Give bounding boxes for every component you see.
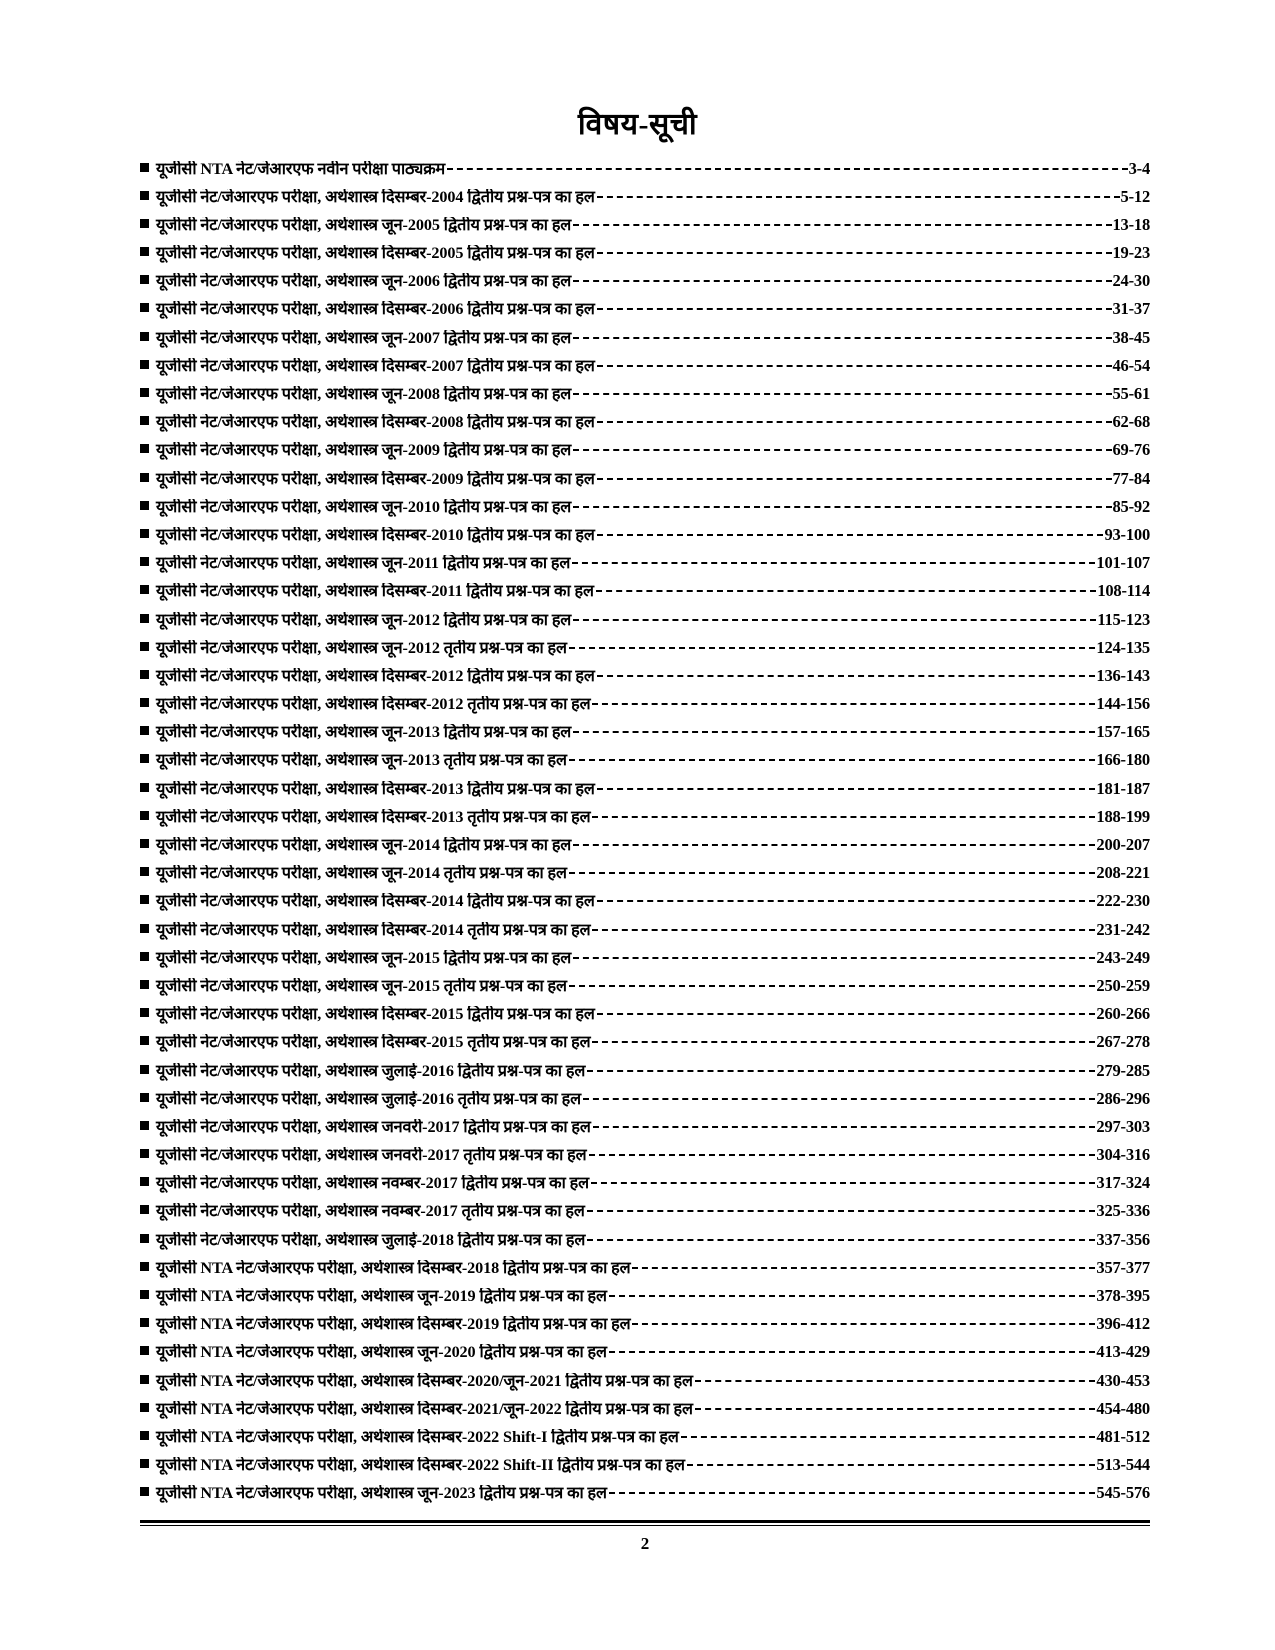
toc-entry-label: यूजीसी NTA नेट/जेआरएफ परीक्षा, अर्थशास्त्र दिसम्बर-2021/जून-2022 द्वितीय प्रश्न-पत्र का हल <box>156 1400 693 1418</box>
toc-leader-dots <box>587 1069 1095 1072</box>
toc-leader-dots <box>593 1125 1096 1128</box>
toc-entry[interactable] <box>140 978 1150 1006</box>
toc-entry-page-number: 124-135 <box>1096 639 1150 657</box>
bullet-square-icon <box>140 895 149 904</box>
toc-leader-dots <box>597 1012 1096 1015</box>
toc-leader-dots <box>569 984 1095 987</box>
toc-entry-label: यूजीसी नेट/जेआरएफ परीक्षा, अर्थशास्त्र जून-2010 द्वितीय प्रश्न-पत्र का हल <box>156 498 572 516</box>
toc-entry-page-number: 166-180 <box>1096 752 1150 770</box>
toc-leader-dots <box>597 195 1120 198</box>
toc-entry[interactable] <box>140 358 1150 386</box>
toc-entry-page-number: 317-324 <box>1096 1175 1150 1193</box>
toc-entry[interactable] <box>140 1288 1150 1316</box>
toc-entry-label: यूजीसी नेट/जेआरएफ परीक्षा, अर्थशास्त्र जून-2006 द्वितीय प्रश्न-पत्र का हल <box>156 273 572 291</box>
toc-leader-dots <box>569 758 1095 761</box>
toc-entry-label: यूजीसी NTA नेट/जेआरएफ परीक्षा, अर्थशास्त्र दिसम्बर-2020/जून-2021 द्वितीय प्रश्न-पत्र का हल <box>156 1372 693 1390</box>
toc-entry-page-number: 181-187 <box>1096 780 1150 798</box>
toc-entry-label: यूजीसी नेट/जेआरएफ परीक्षा, अर्थशास्त्र जनवरी-2017 द्वितीय प्रश्न-पत्र का हल <box>156 1118 591 1136</box>
bullet-square-icon <box>140 726 149 735</box>
toc-entry-label: यूजीसी नेट/जेआरएफ परीक्षा, अर्थशास्त्र जून-2013 तृतीय प्रश्न-पत्र का हल <box>156 752 567 770</box>
bullet-square-icon <box>140 1093 149 1102</box>
bullet-square-icon <box>140 924 149 933</box>
toc-entry-label: यूजीसी नेट/जेआरएफ परीक्षा, अर्थशास्त्र जून-2015 द्वितीय प्रश्न-पत्र का हल <box>156 949 572 967</box>
bullet-square-icon <box>140 332 149 341</box>
toc-entry[interactable] <box>140 442 1150 470</box>
toc-entry-page-number: 77-84 <box>1112 470 1150 488</box>
toc-entry[interactable] <box>140 499 1150 527</box>
toc-entry[interactable] <box>140 386 1150 414</box>
toc-leader-dots <box>573 618 1096 621</box>
toc-leader-dots <box>573 505 1111 508</box>
toc-entry[interactable] <box>140 1485 1150 1513</box>
bullet-square-icon <box>140 275 149 284</box>
toc-leader-dots <box>597 251 1112 254</box>
toc-entry[interactable] <box>140 1401 1150 1429</box>
toc-entry-page-number: 481-512 <box>1096 1428 1150 1446</box>
toc-entry-page-number: 200-207 <box>1096 837 1150 854</box>
bullet-square-icon <box>140 642 149 651</box>
toc-leader-dots <box>597 420 1112 423</box>
toc-entry-page-number: 24-30 <box>1112 273 1150 291</box>
toc-entry-label: यूजीसी नेट/जेआरएफ परीक्षा, अर्थशास्त्र जुलाई-2018 द्वितीय प्रश्न-पत्र का हल <box>156 1231 586 1249</box>
bullet-square-icon <box>140 980 149 989</box>
toc-entry[interactable] <box>140 555 1150 583</box>
toc-entry-label: यूजीसी नेट/जेआरएफ परीक्षा, अर्थशास्त्र जून-2008 द्वितीय प्रश्न-पत्र का हल <box>156 386 572 403</box>
toc-entry[interactable] <box>140 414 1150 442</box>
toc-entry-label: यूजीसी नेट/जेआरएफ परीक्षा, अर्थशास्त्र दिसम्बर-2012 द्वितीय प्रश्न-पत्र का हल <box>156 667 595 685</box>
toc-leader-dots <box>569 871 1095 874</box>
bullet-square-icon <box>140 1459 149 1468</box>
toc-leader-dots <box>573 279 1111 282</box>
toc-entry-page-number: 62-68 <box>1112 414 1150 432</box>
toc-entry-page-number: 38-45 <box>1112 329 1150 347</box>
toc-entry[interactable] <box>140 724 1150 752</box>
toc-leader-dots <box>592 702 1095 705</box>
toc-leader-dots <box>573 730 1095 733</box>
toc-entry[interactable] <box>140 752 1150 780</box>
bullet-square-icon <box>140 585 149 594</box>
bullet-square-icon <box>140 1318 149 1327</box>
toc-entry-page-number: 19-23 <box>1112 245 1150 263</box>
toc-leader-dots <box>592 815 1095 818</box>
toc-entry-label: यूजीसी नेट/जेआरएफ परीक्षा, अर्थशास्त्र नवम्बर-2017 तृतीय प्रश्न-पत्र का हल <box>156 1203 585 1221</box>
toc-entry-page-number: 454-480 <box>1096 1400 1150 1418</box>
toc-leader-dots <box>573 336 1111 339</box>
bullet-square-icon <box>140 473 149 482</box>
bullet-square-icon <box>140 783 149 792</box>
toc-leader-dots <box>597 899 1096 902</box>
toc-entry[interactable] <box>140 809 1150 837</box>
toc-entry[interactable] <box>140 217 1150 245</box>
bullet-square-icon <box>140 529 149 538</box>
toc-leader-dots <box>587 1238 1095 1241</box>
toc-entry[interactable] <box>140 1091 1150 1119</box>
toc-entry-label: यूजीसी नेट/जेआरएफ परीक्षा, अर्थशास्त्र जून-2014 द्वितीय प्रश्न-पत्र का हल <box>156 837 572 854</box>
toc-entry-label: यूजीसी नेट/जेआरएफ परीक्षा, अर्थशास्त्र जून-2007 द्वितीय प्रश्न-पत्र का हल <box>156 329 572 347</box>
bullet-square-icon <box>140 1487 149 1496</box>
toc-entry-page-number: 357-377 <box>1096 1259 1150 1277</box>
toc-leader-dots <box>687 1463 1095 1466</box>
toc-entry-page-number: 108-114 <box>1097 583 1150 601</box>
toc-leader-dots <box>597 674 1096 677</box>
toc-entry-page-number: 31-37 <box>1112 301 1150 319</box>
toc-entry-label: यूजीसी नेट/जेआरएफ परीक्षा, अर्थशास्त्र जनवरी-2017 तृतीय प्रश्न-पत्र का हल <box>156 1147 587 1165</box>
toc-entry-page-number: 144-156 <box>1096 696 1150 714</box>
toc-entry[interactable] <box>140 696 1150 724</box>
toc-leader-dots <box>447 167 1127 170</box>
toc-entry-label: यूजीसी नेट/जेआरएफ परीक्षा, अर्थशास्त्र जून-2012 द्वितीय प्रश्न-पत्र का हल <box>156 611 572 629</box>
toc-entry[interactable] <box>140 1175 1150 1203</box>
toc-entry-page-number: 3-4 <box>1128 160 1150 178</box>
bullet-square-icon <box>140 952 149 961</box>
toc-leader-dots <box>573 392 1111 395</box>
bullet-square-icon <box>140 614 149 623</box>
bullet-square-icon <box>140 1262 149 1271</box>
toc-leader-dots <box>596 589 1096 592</box>
toc-leader-dots <box>591 1181 1095 1184</box>
toc-entry[interactable] <box>140 865 1150 893</box>
toc-leader-dots <box>573 448 1111 451</box>
toc-entry-page-number: 279-285 <box>1096 1062 1150 1080</box>
toc-entry[interactable] <box>140 1373 1150 1401</box>
bullet-square-icon <box>140 1149 149 1158</box>
toc-entry[interactable] <box>140 1203 1150 1231</box>
bullet-square-icon <box>140 1121 149 1130</box>
toc-entry-page-number: 430-453 <box>1096 1372 1150 1390</box>
toc-entry-label: यूजीसी नेट/जेआरएफ परीक्षा, अर्थशास्त्र दिसम्बर-2004 द्वितीय प्रश्न-पत्र का हल <box>156 188 595 206</box>
toc-entry-label: यूजीसी NTA नेट/जेआरएफ परीक्षा, अर्थशास्त्र जून-2023 द्वितीय प्रश्न-पत्र का हल <box>156 1485 607 1503</box>
bullet-square-icon <box>140 1205 149 1214</box>
toc-entry[interactable] <box>140 781 1150 809</box>
toc-entry-label: यूजीसी नेट/जेआरएफ परीक्षा, अर्थशास्त्र दिसम्बर-2014 द्वितीय प्रश्न-पत्र का हल <box>156 893 595 911</box>
toc-entry-page-number: 250-259 <box>1096 977 1150 995</box>
toc-leader-dots <box>597 477 1112 480</box>
toc-entry[interactable] <box>140 893 1150 921</box>
toc-leader-dots <box>569 646 1095 649</box>
toc-entry-label: यूजीसी नेट/जेआरएफ परीक्षा, अर्थशास्त्र जून-2011 द्वितीय प्रश्न-पत्र का हल <box>156 555 571 573</box>
table-of-contents <box>140 161 1150 1514</box>
toc-leader-dots <box>583 1097 1095 1100</box>
toc-entry-label: यूजीसी नेट/जेआरएफ परीक्षा, अर्थशास्त्र दिसम्बर-2015 द्वितीय प्रश्न-पत्र का हल <box>156 1006 595 1024</box>
bullet-square-icon <box>140 867 149 876</box>
bullet-square-icon <box>140 1036 149 1045</box>
toc-entry-label: यूजीसी नेट/जेआरएफ परीक्षा, अर्थशास्त्र जुलाई-2016 द्वितीय प्रश्न-पत्र का हल <box>156 1062 586 1080</box>
toc-entry[interactable] <box>140 161 1150 189</box>
bullet-square-icon <box>140 501 149 510</box>
toc-entry-page-number: 46-54 <box>1112 357 1150 375</box>
toc-leader-dots <box>609 1491 1095 1494</box>
toc-leader-dots <box>609 1294 1095 1297</box>
toc-entry-page-number: 188-199 <box>1096 808 1150 826</box>
toc-entry-label: यूजीसी नेट/जेआरएफ परीक्षा, अर्थशास्त्र दिसम्बर-2011 द्वितीय प्रश्न-पत्र का हल <box>156 583 594 601</box>
toc-entry[interactable] <box>140 301 1150 329</box>
toc-entry-label: यूजीसी नेट/जेआरएफ परीक्षा, अर्थशास्त्र नवम्बर-2017 द्वितीय प्रश्न-पत्र का हल <box>156 1175 590 1193</box>
toc-leader-dots <box>632 1266 1095 1269</box>
toc-entry-page-number: 325-336 <box>1096 1203 1150 1221</box>
bullet-square-icon <box>140 1431 149 1440</box>
toc-entry[interactable] <box>140 1260 1150 1288</box>
toc-entry[interactable] <box>140 1457 1150 1485</box>
bullet-square-icon <box>140 1177 149 1186</box>
bullet-square-icon <box>140 444 149 453</box>
bullet-square-icon <box>140 388 149 397</box>
bullet-square-icon <box>140 247 149 256</box>
toc-entry[interactable] <box>140 1232 1150 1260</box>
toc-leader-dots <box>572 561 1095 564</box>
bullet-square-icon <box>140 1065 149 1074</box>
toc-entry-page-number: 513-544 <box>1096 1457 1150 1475</box>
toc-entry[interactable] <box>140 273 1150 301</box>
bullet-square-icon <box>140 557 149 566</box>
toc-entry-label: यूजीसी नेट/जेआरएफ परीक्षा, अर्थशास्त्र दिसम्बर-2012 तृतीय प्रश्न-पत्र का हल <box>156 696 591 714</box>
toc-entry-page-number: 243-249 <box>1096 949 1150 967</box>
toc-entry-page-number: 157-165 <box>1096 724 1150 742</box>
toc-entry-page-number: 5-12 <box>1120 188 1150 206</box>
toc-entry-label: यूजीसी नेट/जेआरएफ परीक्षा, अर्थशास्त्र जून-2012 तृतीय प्रश्न-पत्र का हल <box>156 639 567 657</box>
toc-entry-page-number: 55-61 <box>1112 386 1150 403</box>
toc-entry[interactable] <box>140 1006 1150 1034</box>
toc-leader-dots <box>597 787 1096 790</box>
toc-entry-label: यूजीसी नेट/जेआरएफ परीक्षा, अर्थशास्त्र दिसम्बर-2010 द्वितीय प्रश्न-पत्र का हल <box>156 526 595 544</box>
toc-entry[interactable] <box>140 527 1150 555</box>
bullet-square-icon <box>140 1234 149 1243</box>
toc-entry[interactable] <box>140 471 1150 499</box>
toc-entry[interactable] <box>140 1344 1150 1372</box>
toc-entry[interactable] <box>140 837 1150 865</box>
toc-entry-page-number: 208-221 <box>1096 865 1150 883</box>
toc-leader-dots <box>592 1040 1095 1043</box>
toc-entry-page-number: 85-92 <box>1112 498 1150 516</box>
toc-leader-dots <box>589 1153 1096 1156</box>
toc-entry-label: यूजीसी नेट/जेआरएफ परीक्षा, अर्थशास्त्र दिसम्बर-2007 द्वितीय प्रश्न-पत्र का हल <box>156 357 595 375</box>
toc-entry-page-number: 545-576 <box>1096 1485 1150 1503</box>
toc-entry[interactable] <box>140 583 1150 611</box>
toc-leader-dots <box>592 928 1095 931</box>
toc-entry-label: यूजीसी नेट/जेआरएफ परीक्षा, अर्थशास्त्र दिसम्बर-2013 द्वितीय प्रश्न-पत्र का हल <box>156 780 595 798</box>
toc-entry-page-number: 222-230 <box>1096 893 1150 911</box>
toc-entry-label: यूजीसी नेट/जेआरएफ परीक्षा, अर्थशास्त्र दिसम्बर-2006 द्वितीय प्रश्न-पत्र का हल <box>156 301 595 319</box>
toc-entry-page-number: 297-303 <box>1096 1118 1150 1136</box>
bullet-square-icon <box>140 1346 149 1355</box>
toc-entry-label: यूजीसी NTA नेट/जेआरएफ परीक्षा, अर्थशास्त्र दिसम्बर-2022 Shift-I द्वितीय प्रश्न-पत्र का हल <box>156 1428 679 1446</box>
toc-entry-label: यूजीसी NTA नेट/जेआरएफ परीक्षा, अर्थशास्त्र दिसम्बर-2022 Shift-II द्वितीय प्रश्न-पत्र का हल <box>156 1457 685 1475</box>
toc-entry-label: यूजीसी नेट/जेआरएफ परीक्षा, अर्थशास्त्र जून-2013 द्वितीय प्रश्न-पत्र का हल <box>156 724 572 742</box>
toc-entry-page-number: 13-18 <box>1112 216 1150 234</box>
toc-entry[interactable] <box>140 1063 1150 1091</box>
toc-entry-page-number: 260-266 <box>1096 1006 1150 1024</box>
bullet-square-icon <box>140 1290 149 1299</box>
toc-entry-label: यूजीसी नेट/जेआरएफ परीक्षा, अर्थशास्त्र दिसम्बर-2015 तृतीय प्रश्न-पत्र का हल <box>156 1034 591 1052</box>
toc-entry-page-number: 378-395 <box>1096 1288 1150 1305</box>
toc-leader-dots <box>573 843 1095 846</box>
toc-entry[interactable] <box>140 189 1150 217</box>
toc-entry[interactable] <box>140 245 1150 273</box>
toc-entry[interactable] <box>140 668 1150 696</box>
toc-entry-label: यूजीसी NTA नेट/जेआरएफ परीक्षा, अर्थशास्त्र जून-2019 द्वितीय प्रश्न-पत्र का हल <box>156 1288 607 1305</box>
toc-entry-page-number: 267-278 <box>1096 1034 1150 1052</box>
toc-entry-label: यूजीसी NTA नेट/जेआरएफ परीक्षा, अर्थशास्त्र दिसम्बर-2018 द्वितीय प्रश्न-पत्र का हल <box>156 1259 631 1277</box>
bullet-square-icon <box>140 416 149 425</box>
toc-entry[interactable] <box>140 1034 1150 1062</box>
toc-leader-dots <box>597 533 1104 536</box>
toc-entry-page-number: 231-242 <box>1096 921 1150 939</box>
toc-leader-dots <box>587 1209 1096 1212</box>
toc-entry[interactable] <box>140 640 1150 668</box>
toc-entry-label: यूजीसी नेट/जेआरएफ परीक्षा, अर्थशास्त्र दिसम्बर-2008 द्वितीय प्रश्न-पत्र का हल <box>156 414 595 432</box>
toc-entry-label: यूजीसी नेट/जेआरएफ परीक्षा, अर्थशास्त्र दिसम्बर-2005 द्वितीय प्रश्न-पत्र का हल <box>156 245 595 263</box>
toc-leader-dots <box>695 1379 1095 1382</box>
bullet-square-icon <box>140 1375 149 1384</box>
bullet-square-icon <box>140 670 149 679</box>
toc-entry-page-number: 337-356 <box>1096 1231 1150 1249</box>
toc-entry-page-number: 101-107 <box>1096 555 1150 573</box>
toc-entry[interactable] <box>140 950 1150 978</box>
toc-entry-page-number: 413-429 <box>1096 1344 1150 1362</box>
page-title: विषय-सूची <box>577 108 698 141</box>
toc-entry-label: यूजीसी नेट/जेआरएफ परीक्षा, अर्थशास्त्र दिसम्बर-2013 तृतीय प्रश्न-पत्र का हल <box>156 808 591 826</box>
footer-page-number: 2 <box>640 1534 650 1553</box>
toc-entry-label: यूजीसी नेट/जेआरएफ परीक्षा, अर्थशास्त्र जून-2015 तृतीय प्रश्न-पत्र का हल <box>156 977 567 995</box>
bullet-square-icon <box>140 163 149 172</box>
bullet-square-icon <box>140 191 149 200</box>
bullet-square-icon <box>140 698 149 707</box>
toc-leader-dots <box>681 1435 1096 1438</box>
toc-entry-label: यूजीसी नेट/जेआरएफ परीक्षा, अर्थशास्त्र जून-2014 तृतीय प्रश्न-पत्र का हल <box>156 865 567 883</box>
bullet-square-icon <box>140 811 149 820</box>
bullet-square-icon <box>140 360 149 369</box>
toc-entry-label: यूजीसी नेट/जेआरएफ परीक्षा, अर्थशास्त्र दिसम्बर-2009 द्वितीय प्रश्न-पत्र का हल <box>156 470 595 488</box>
toc-leader-dots <box>632 1322 1095 1325</box>
toc-entry[interactable] <box>140 1316 1150 1344</box>
toc-leader-dots <box>573 956 1095 959</box>
bullet-square-icon <box>140 303 149 312</box>
toc-leader-dots <box>695 1407 1095 1410</box>
toc-entry[interactable] <box>140 1147 1150 1175</box>
bullet-square-icon <box>140 1403 149 1412</box>
toc-entry[interactable] <box>140 330 1150 358</box>
bullet-square-icon <box>140 219 149 228</box>
toc-entry-page-number: 93-100 <box>1104 526 1150 544</box>
toc-entry[interactable] <box>140 612 1150 640</box>
toc-leader-dots <box>609 1350 1095 1353</box>
toc-entry-label: यूजीसी नेट/जेआरएफ परीक्षा, अर्थशास्त्र दिसम्बर-2014 तृतीय प्रश्न-पत्र का हल <box>156 921 591 939</box>
toc-entry-page-number: 304-316 <box>1096 1147 1150 1165</box>
toc-leader-dots <box>573 223 1111 226</box>
toc-entry[interactable] <box>140 922 1150 950</box>
toc-entry-label: यूजीसी NTA नेट/जेआरएफ परीक्षा, अर्थशास्त्र दिसम्बर-2019 द्वितीय प्रश्न-पत्र का हल <box>156 1316 631 1334</box>
toc-entry-label: यूजीसी नेट/जेआरएफ परीक्षा, अर्थशास्त्र जून-2009 द्वितीय प्रश्न-पत्र का हल <box>156 442 572 460</box>
toc-entry-page-number: 286-296 <box>1096 1090 1150 1108</box>
bullet-square-icon <box>140 1008 149 1017</box>
toc-entry-label: यूजीसी NTA नेट/जेआरएफ नवीन परीक्षा पाठ्यक्रम <box>156 160 446 178</box>
toc-leader-dots <box>597 307 1112 310</box>
toc-leader-dots <box>597 364 1112 367</box>
toc-entry-label: यूजीसी नेट/जेआरएफ परीक्षा, अर्थशास्त्र जून-2005 द्वितीय प्रश्न-पत्र का हल <box>156 216 572 234</box>
bullet-square-icon <box>140 839 149 848</box>
toc-entry-page-number: 136-143 <box>1096 667 1150 685</box>
toc-entry[interactable] <box>140 1119 1150 1147</box>
toc-entry-label: यूजीसी नेट/जेआरएफ परीक्षा, अर्थशास्त्र जुलाई-2016 तृतीय प्रश्न-पत्र का हल <box>156 1090 581 1108</box>
toc-entry-page-number: 115-123 <box>1097 611 1150 629</box>
bullet-square-icon <box>140 754 149 763</box>
toc-entry[interactable] <box>140 1429 1150 1457</box>
toc-entry-page-number: 396-412 <box>1096 1316 1150 1334</box>
toc-entry-page-number: 69-76 <box>1112 442 1150 460</box>
toc-entry-label: यूजीसी NTA नेट/जेआरएफ परीक्षा, अर्थशास्त्र जून-2020 द्वितीय प्रश्न-पत्र का हल <box>156 1344 607 1362</box>
